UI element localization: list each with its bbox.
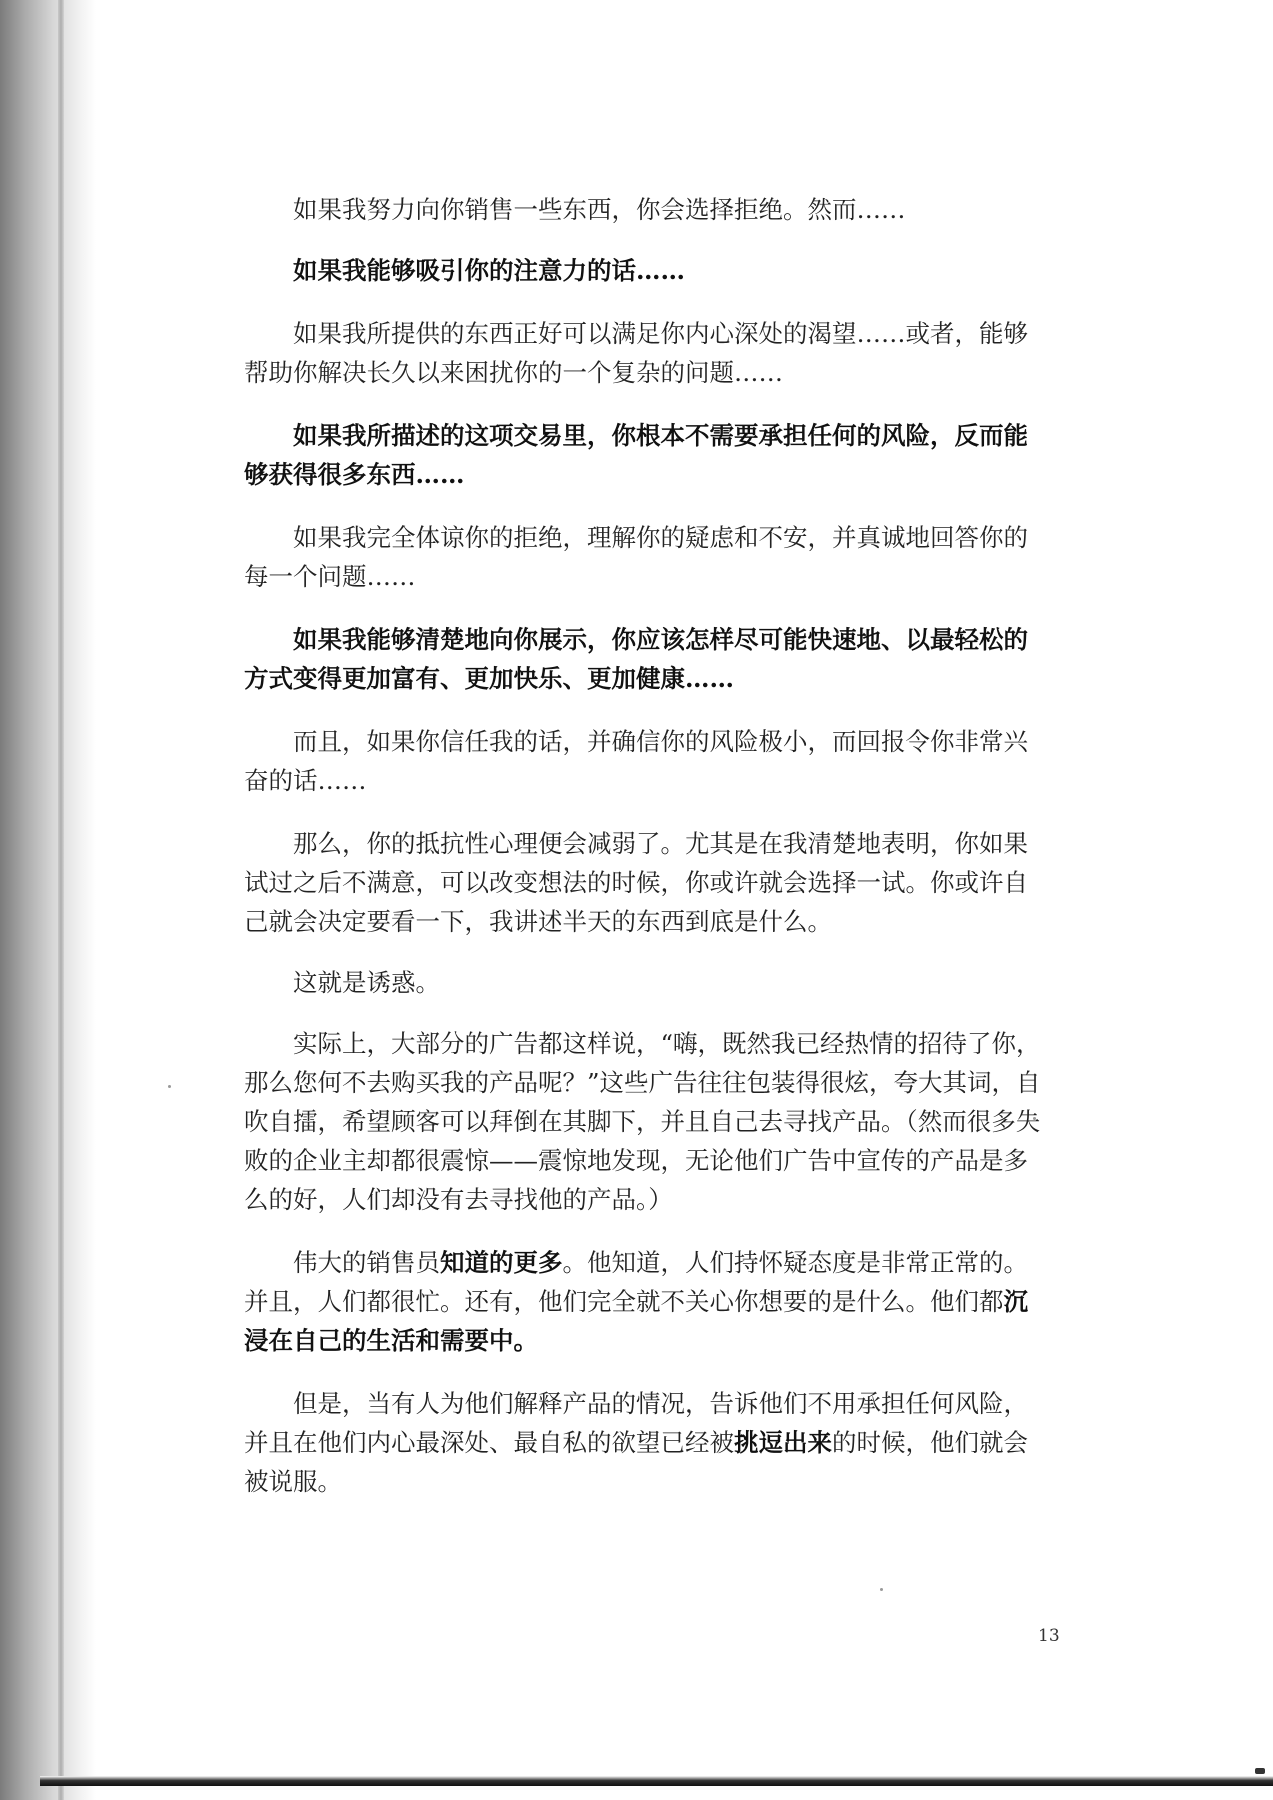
paragraph-1 xyxy=(244,190,1044,229)
paragraph-11 xyxy=(244,1243,1044,1360)
paragraph-text: 而且，如果你信任我的话，并确信你的风险极小，而回报令你非常兴奋的话…… xyxy=(244,727,1028,795)
page-body xyxy=(244,190,1044,1501)
page-bottom-edge xyxy=(40,1776,1273,1786)
scan-speck xyxy=(168,1085,171,1088)
scan-speck xyxy=(880,1588,883,1591)
paragraph-text: 如果我所描述的这项交易里，你根本不需要承担任何的风险，反而能够获得很多东西…… xyxy=(244,421,1028,489)
emphasis-text: 挑逗出来 xyxy=(734,1428,832,1457)
paragraph-text: 。他知道，人们持怀疑态度是非常正常的。并且，人们都很忙。还有，他们完全就不关心你想要的是什么。他们都 xyxy=(244,1248,1028,1316)
paragraph-text: 如果我努力向你销售一些东西，你会选择拒绝。然而…… xyxy=(293,195,906,224)
scan-corner-mark xyxy=(1255,1768,1265,1774)
book-spine-edge xyxy=(58,0,64,1800)
paragraph-3 xyxy=(244,314,1044,392)
paragraph-text: 实际上，大部分的广告都这样说，“嗨，既然我已经热情的招待了你，那么您何不去购买我的产品呢？”这些广告往往包装得很炫，夸大其词，自吹自擂，希望顾客可以拜倒在其脚下，并且自己去寻找产品。（然而很多失败的企业主却都很震惊——震惊地发现，无论他们广告中宣传的产品是多么的好，人们却没有去寻找他的产品。） xyxy=(244,1029,1041,1214)
paragraph-text: 如果我能够吸引你的注意力的话…… xyxy=(293,256,685,285)
paragraph-5 xyxy=(244,518,1044,596)
paragraph-6-emphasis xyxy=(244,620,1044,698)
paragraph-text: 但是，当有人为他们解释产品的情况，告诉他们不用承担任何风险，并且在他们内心最深处、最自私的欲望已经被 xyxy=(244,1389,1028,1457)
emphasis-text: 知道的更多 xyxy=(440,1248,563,1277)
paragraph-text: 的时候，他们就会被说服。 xyxy=(244,1428,1028,1496)
paragraph-4-emphasis xyxy=(244,416,1044,494)
book-spine-shadow xyxy=(0,0,96,1800)
paragraph-text: 如果我所提供的东西正好可以满足你内心深处的渴望……或者，能够帮助你解决长久以来困扰你的一个复杂的问题…… xyxy=(244,319,1028,387)
paragraph-2-emphasis xyxy=(244,251,1044,290)
paragraph-text: 那么，你的抵抗性心理便会减弱了。尤其是在我清楚地表明，你如果试过之后不满意，可以改变想法的时候，你或许就会选择一试。你或许自己就会决定要看一下，我讲述半天的东西到底是什么。 xyxy=(244,829,1028,936)
paragraph-7 xyxy=(244,722,1044,800)
emphasis-text: 沉浸在自己的生活和需要中。 xyxy=(244,1287,1028,1355)
paragraph-9 xyxy=(244,963,1044,1002)
paragraph-8 xyxy=(244,824,1044,941)
paragraph-text: 如果我能够清楚地向你展示，你应该怎样尽可能快速地、以最轻松的方式变得更加富有、更加快乐、更加健康…… xyxy=(244,625,1028,693)
page-number: 13 xyxy=(1038,1626,1060,1646)
paragraph-10 xyxy=(244,1024,1044,1219)
paragraph-text: 如果我完全体谅你的拒绝，理解你的疑虑和不安，并真诚地回答你的每一个问题…… xyxy=(244,523,1028,591)
paragraph-text: 伟大的销售员 xyxy=(293,1248,440,1277)
paragraph-text: 这就是诱惑。 xyxy=(293,968,440,997)
paragraph-12 xyxy=(244,1384,1044,1501)
